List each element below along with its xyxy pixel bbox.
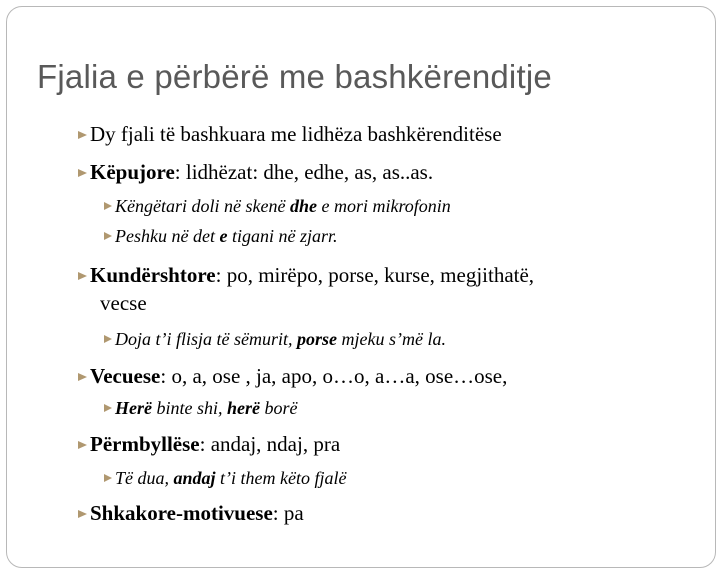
text-run: binte shi, [151,398,227,418]
bold-term: Herë [115,398,152,418]
bullet-item [78,263,534,288]
bullet-continuation [100,291,147,316]
bold-term: herë [226,398,260,418]
bullet-arrow-icon [78,169,87,177]
text-run: mjeku s’më la. [337,329,446,349]
bold-term: Shkakore-motivuese [90,501,273,525]
slide-title: Fjalia e përbërë me bashkërenditje [37,58,552,95]
sub-bullet-item [104,329,446,350]
bullet-item [78,160,433,185]
text-run: e mori mikrofonin [316,196,451,216]
bullet-arrow-icon [78,131,87,139]
bullet-item [78,501,304,526]
bullet-arrow-icon [104,232,112,240]
text-run: : andaj, ndaj, pra [199,432,341,456]
bullet-arrow-icon [104,202,112,210]
bullet-item [78,432,340,457]
text-run: t’i them këto fjalë [215,468,347,488]
sub-bullet-item [104,226,337,247]
bold-term: porse [297,329,337,349]
text-run: : o, a, ose , ja, apo, o…o, a…a, ose…ose, [160,364,508,388]
sub-bullet-item [104,398,297,419]
sub-bullet-item [104,196,451,217]
text-run: Dy fjali të bashkuara me lidhëza bashkërenditëse [90,122,502,146]
text-run: : po, mirëpo, porse, kurse, megjithatë, [215,263,535,287]
bullet-arrow-icon [78,510,87,518]
bullet-arrow-icon [104,474,112,482]
bold-term: Përmbyllëse [90,432,200,456]
bold-term: Kundërshtore [90,263,216,287]
bold-term: Vecuese [90,364,161,388]
bold-term: Këpujore [90,160,175,184]
bullet-arrow-icon [78,272,87,280]
text-run: Këngëtari doli në skenë [115,196,290,216]
bullet-arrow-icon [104,404,112,412]
bullet-arrow-icon [78,441,87,449]
bold-term: e [219,226,228,246]
bullet-item [78,364,507,389]
bullet-arrow-icon [104,335,112,343]
text-run: borë [259,398,298,418]
bullet-item [78,122,502,147]
bullet-arrow-icon [78,373,87,381]
text-run: vecse [100,291,147,315]
text-run: Të dua, [115,468,174,488]
text-run: Doja t’i flisja të sëmurit, [115,329,297,349]
bold-term: andaj [173,468,216,488]
text-run: Peshku në det [115,226,220,246]
text-run: : lidhëzat: dhe, edhe, as, as..as. [174,160,434,184]
sub-bullet-item [104,468,346,489]
text-run: tigani në zjarr. [227,226,338,246]
bold-term: dhe [289,196,317,216]
text-run: : pa [272,501,304,525]
